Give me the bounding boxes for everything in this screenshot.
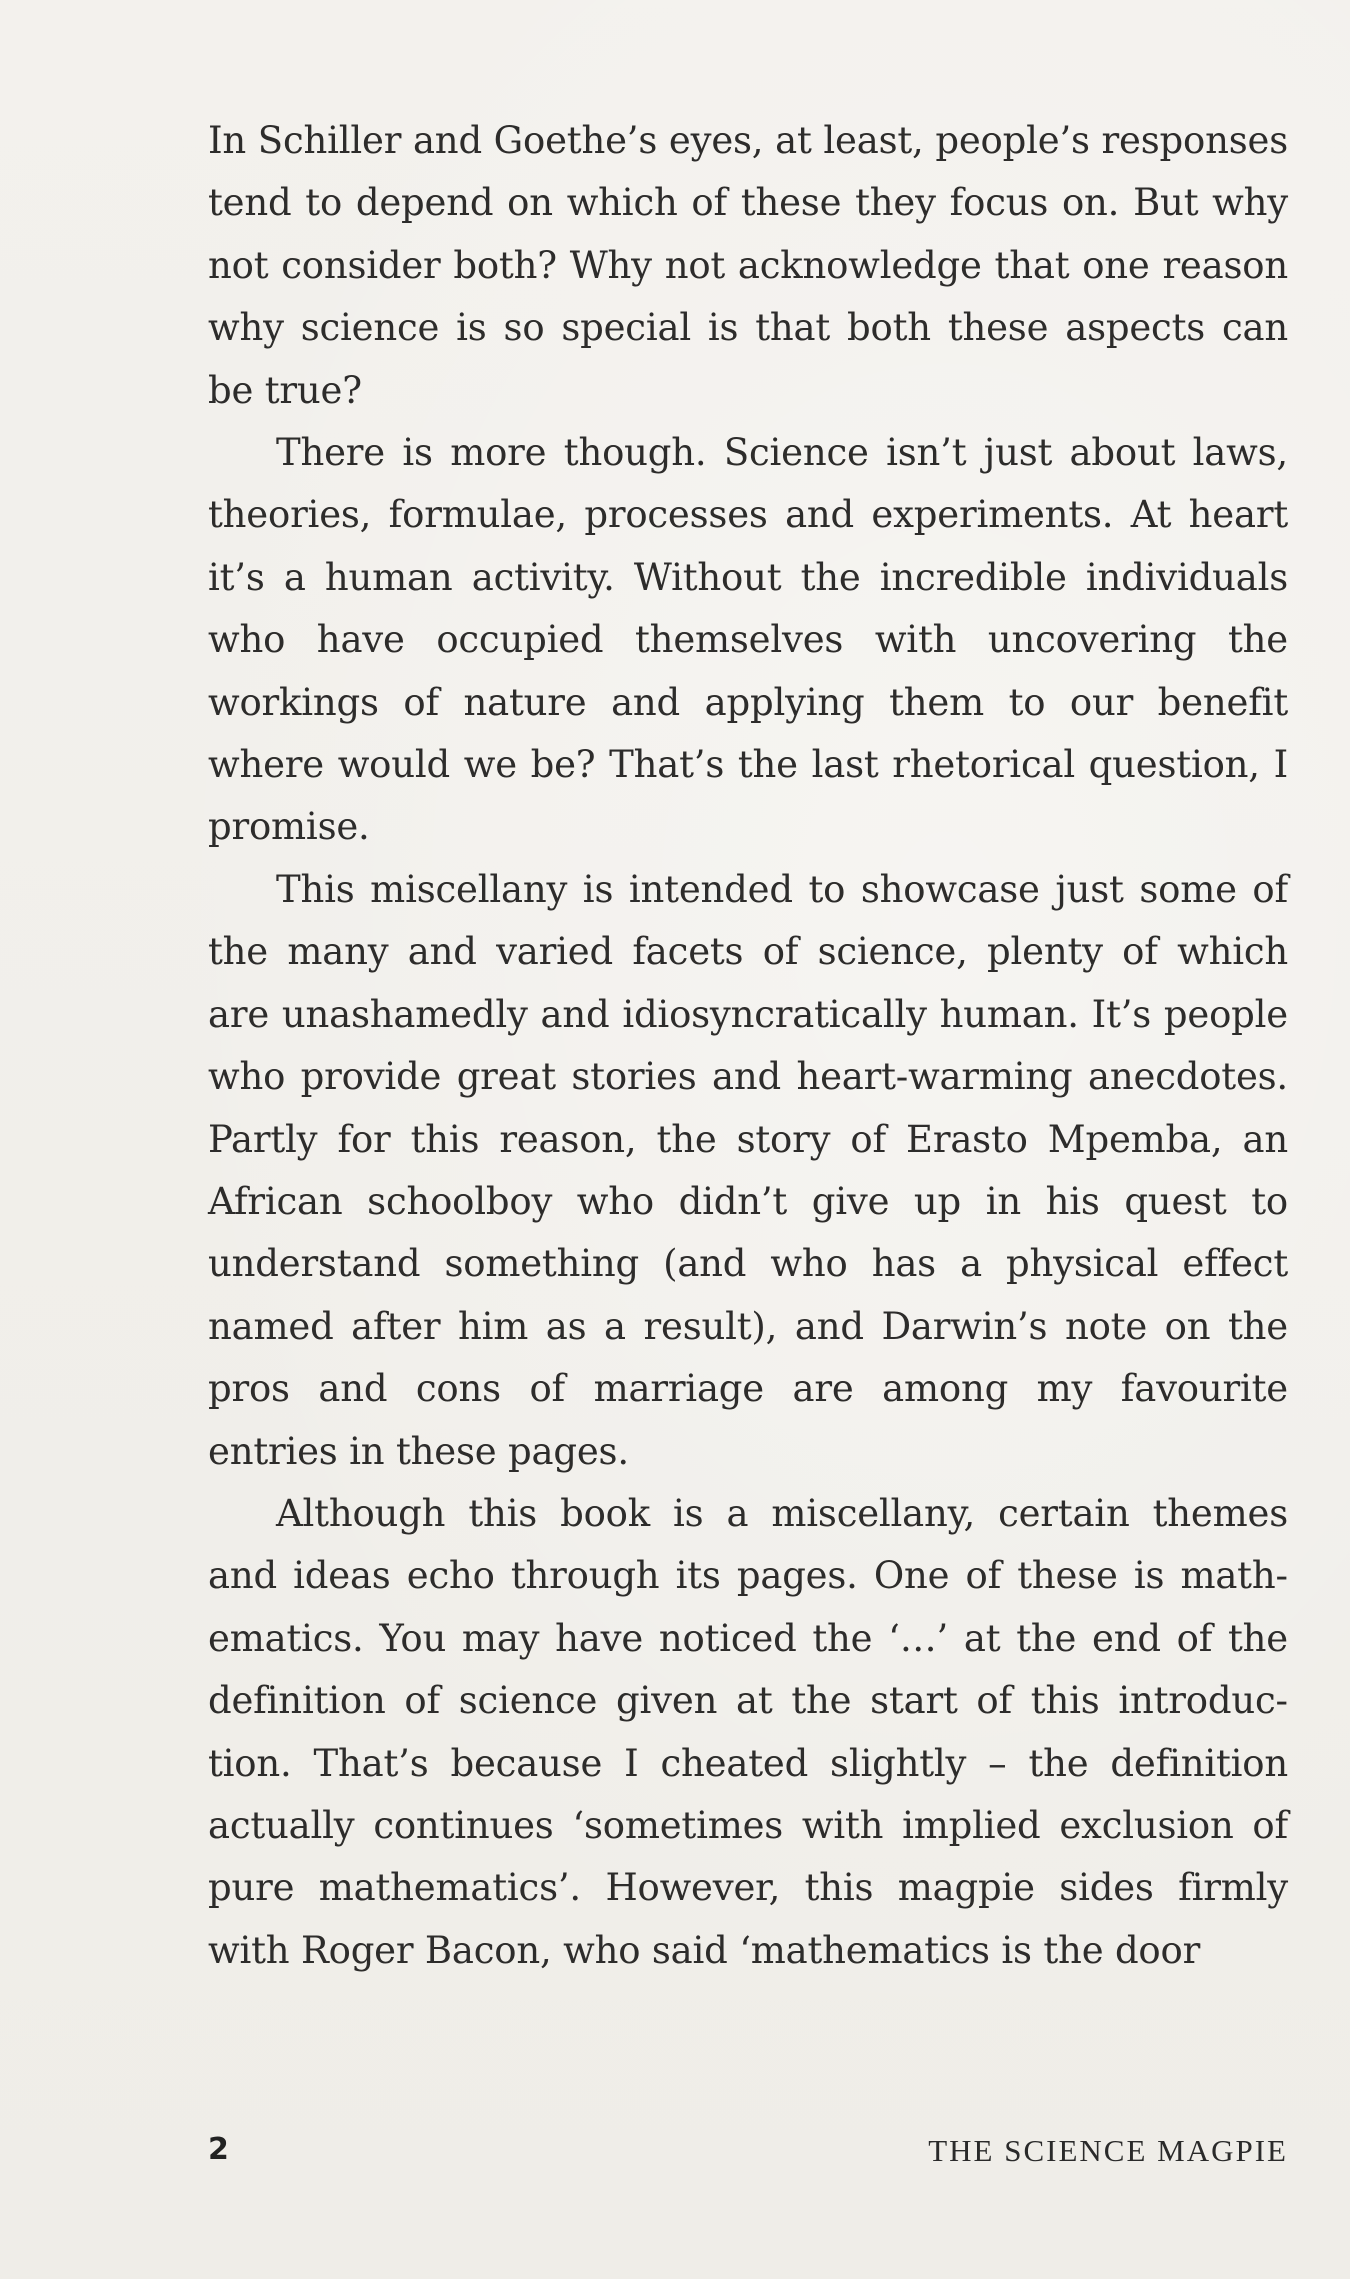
paragraph: Although this book is a miscellany, certain themes and ideas echo through its pages. One of these is mathematics. You may have noticed the ‘…’ at the end of the definition of science given at the start of this introduction. That’s because I cheated slightly – the definition actually continues ‘sometimes with implied exclusion of pure mathematics’. However, this magpie sides firmly with Roger Bacon, who said ‘mathematics is the door [208,1491,1288,1972]
running-title: THE SCIENCE MAGPIE [928,2133,1288,2168]
body-text [208,110,1288,1982]
paragraph: This miscellany is intended to showcase just some of the many and varied facets of science, plenty of which are unashamedly and idiosyncratically human. It’s people who provide great stories and heart-warming anecdotes. Partly for this reason, the story of Erasto Mpemba, an African schoolboy who didn’t give up in his quest to understand something (and who has a physical effect named after him as a result), and Darwin’s note on the pros and cons of marriage are among my favourite entries in these pages. [208,867,1288,1473]
paragraph: In Schiller and Goethe’s eyes, at least, people’s responses tend to depend on which of these they focus on. But why not consider both? Why not acknowledge that one reason why science is so special is that both these aspects can be true? [208,119,1288,412]
paragraph: There is more though. Science isn’t just about laws, theories, formulae, processes and experiments. At heart it’s a human activity. Without the incredible individuals who have occupied themselves with uncovering the workings of nature and applying them to our benefit where would we be? That’s the last rhetorical question, I promise. [208,431,1288,849]
page-number: 2 [208,2132,229,2167]
